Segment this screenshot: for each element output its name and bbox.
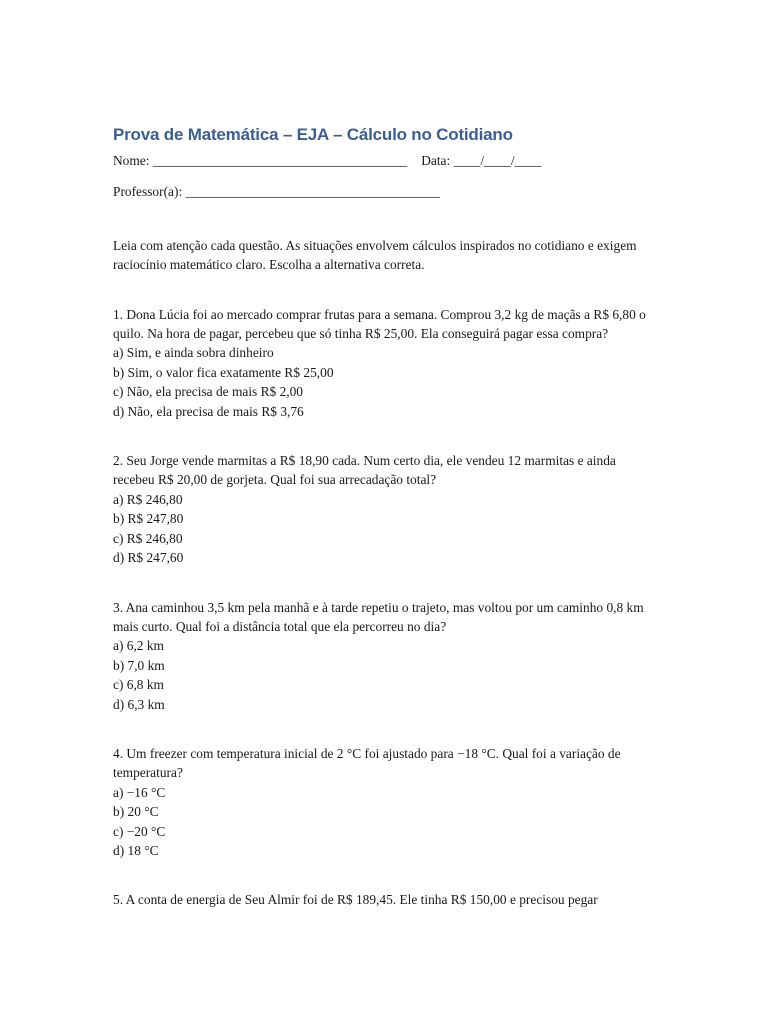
options-list (113, 490, 658, 568)
option-b: b) 20 °C (113, 804, 159, 820)
option-b: b) 7,0 km (113, 657, 165, 673)
option-d: d) 6,3 km (113, 696, 165, 712)
date-field-line: Data: ____/____/____ (421, 153, 542, 168)
question-text: 5. A conta de energia de Seu Almir foi de R$ 189,45. Ele tinha R$ 150,00 e precisou pegar (113, 892, 598, 908)
question-text: 1. Dona Lúcia foi ao mercado comprar frutas para a semana. Comprou 3,2 kg de maçãs a R$ 6,80 o quilo. Na hora de pagar, percebeu que só tinha R$ 25,00. Ela conseguirá pagar essa compra? (113, 306, 646, 342)
question-5 (113, 890, 658, 909)
question-1 (113, 305, 658, 421)
option-c: c) R$ 246,80 (113, 530, 183, 546)
document-title: Prova de Matemática – EJA – Cálculo no Cotidiano (113, 125, 513, 144)
option-d: d) R$ 247,60 (113, 550, 184, 566)
question-text: 3. Ana caminhou 3,5 km pela manhã e à tarde repetiu o trajeto, mas voltou por um caminho 0,8 km mais curto. Qual foi a distância total que ela percorreu no dia? (113, 599, 644, 634)
option-c: c) 6,8 km (113, 677, 164, 693)
option-a: a) R$ 246,80 (113, 491, 183, 507)
question-text: 2. Seu Jorge vende marmitas a R$ 18,90 cada. Num certo dia, ele vendeu 12 marmitas e ainda recebeu R$ 20,00 de gorjeta. Qual foi sua arrecadação total? (113, 453, 616, 488)
professor-field-line: Professor(a): ______________________________________ (113, 184, 440, 200)
questions-list (113, 305, 658, 910)
question-4 (113, 744, 658, 860)
option-c: c) −20 °C (113, 823, 166, 839)
option-a: a) 6,2 km (113, 638, 164, 654)
option-d: d) Não, ela precisa de mais R$ 3,76 (113, 403, 304, 419)
option-d: d) 18 °C (113, 842, 159, 858)
option-b: b) Sim, o valor fica exatamente R$ 25,00 (113, 364, 334, 380)
name-field-line: Nome: ______________________________________ (113, 153, 408, 168)
document-page (113, 124, 658, 910)
question-text: 4. Um freezer com temperatura inicial de 2 °C foi ajustado para −18 °C. Qual foi a variação de temperatura? (113, 745, 621, 781)
name-date-row (113, 151, 658, 170)
question-3 (113, 598, 658, 714)
question-2 (113, 451, 658, 567)
instructions-paragraph: Leia com atenção cada questão. As situações envolvem cálculos inspirados no cotidiano e exigem raciocínio matemático claro. Escolha a alternativa correta. (113, 237, 637, 273)
options-list (113, 343, 658, 421)
option-c: c) Não, ela precisa de mais R$ 2,00 (113, 384, 304, 400)
options-list (113, 636, 658, 714)
option-b: b) R$ 247,80 (113, 511, 184, 527)
option-a: a) −16 °C (113, 784, 166, 800)
option-a: a) Sim, e ainda sobra dinheiro (113, 345, 274, 361)
options-list (113, 783, 658, 861)
